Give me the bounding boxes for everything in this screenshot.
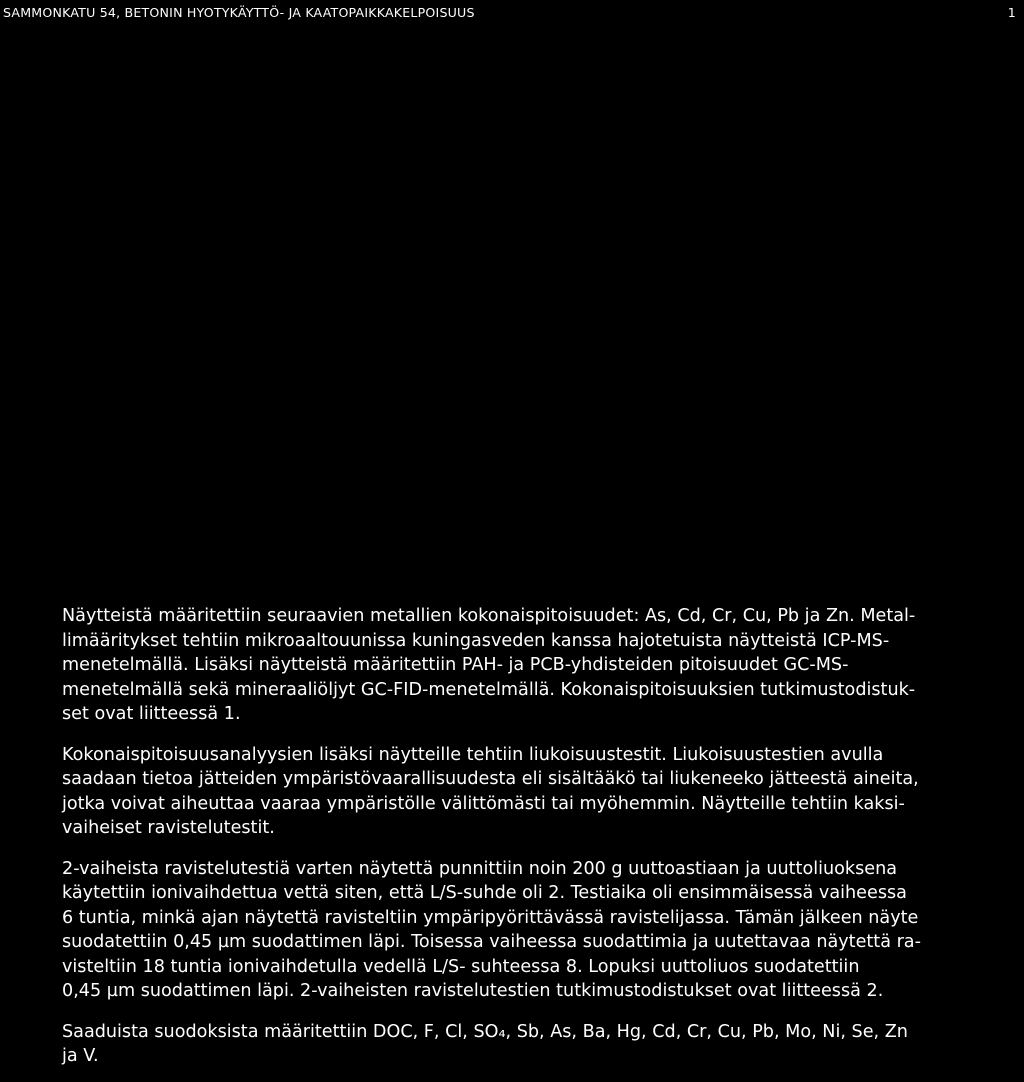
text-line: limääritykset tehtiin mikroaaltouunissa kuningasveden kanssa hajotetuista näytteistä ICP-MS- [62, 630, 890, 651]
page-header [3, 5, 1016, 25]
text-line: 6 tuntia, minkä ajan näytettä ravisteltiin ympäripyörittävässä ravistelijassa. Tämän jälkeen näyte [62, 907, 919, 928]
text-line: Kokonaispitoisuusanalyysien lisäksi näytteille tehtiin liukoisuustestit. Liukoisuustestien avulla [62, 744, 884, 765]
text-line: ja V. [62, 1046, 99, 1066]
text-line: 2-vaiheista ravistelutestiä varten näytettä punnittiin noin 200 g uuttoastiaan ja uuttoliuoksena [62, 858, 898, 879]
text-line: jotka voivat aiheuttaa vaaraa ympäristölle välittömästi tai myöhemmin. Näytteille tehtiin kaksi- [62, 793, 905, 814]
page-number: 1 [1007, 5, 1016, 20]
text-line: menetelmällä. Lisäksi näytteistä määritettiin PAH- ja PCB-yhdisteiden pitoisuudet GC-MS- [62, 655, 849, 675]
text-line: visteltiin 18 tuntia ionivaihdetulla vedellä L/S- suhteessa 8. Lopuksi uuttoliuos suodatettiin [62, 956, 860, 977]
text-line: vaiheiset ravistelutestit. [62, 818, 275, 838]
text-line: set ovat liitteessä 1. [62, 704, 241, 724]
text-line: menetelmällä sekä mineraaliöljyt GC-FID-menetelmällä. Kokonaispitoisuuksien tutkimustodistuk- [62, 679, 916, 700]
paragraph-metal-analyses [62, 604, 1020, 727]
text-line: saadaan tietoa jätteiden ympäristövaarallisuudesta eli sisältääkö tai liukeneeko jätteestä aineita, [62, 769, 919, 789]
text-line: suodatettiin 0,45 µm suodattimen läpi. Toisessa vaiheessa suodattimia ja uutettavaa näytettä ra- [62, 932, 921, 952]
document-title: SAMMONKATU 54, BETONIN HYOTYKÄYTTÖ- JA KAATOPAIKKAKELPOISUUS [3, 5, 475, 20]
body-text [62, 604, 1020, 1069]
text-line: 0,45 µm suodattimen läpi. 2-vaiheisten ravistelutestien tutkimustodistukset ovat liitteessä 2. [62, 981, 884, 1001]
text-line: Saaduista suodoksista määritettiin DOC, F, Cl, SO₄, Sb, As, Ba, Hg, Cd, Cr, Cu, Pb, Mo, Ni, Se, Zn [62, 1021, 908, 1042]
paragraph-filtrate-analyses [62, 1020, 1020, 1069]
paragraph-shake-test-procedure [62, 857, 1020, 1004]
paragraph-solubility-tests [62, 743, 1020, 841]
text-line: Näytteistä määritettiin seuraavien metallien kokonaispitoisuudet: As, Cd, Cr, Cu, Pb ja Zn. Metal- [62, 606, 916, 626]
text-line: käytettiin ionivaihdettua vettä siten, että L/S-suhde oli 2. Testiaika oli ensimmäisessä vaiheessa [62, 883, 907, 903]
